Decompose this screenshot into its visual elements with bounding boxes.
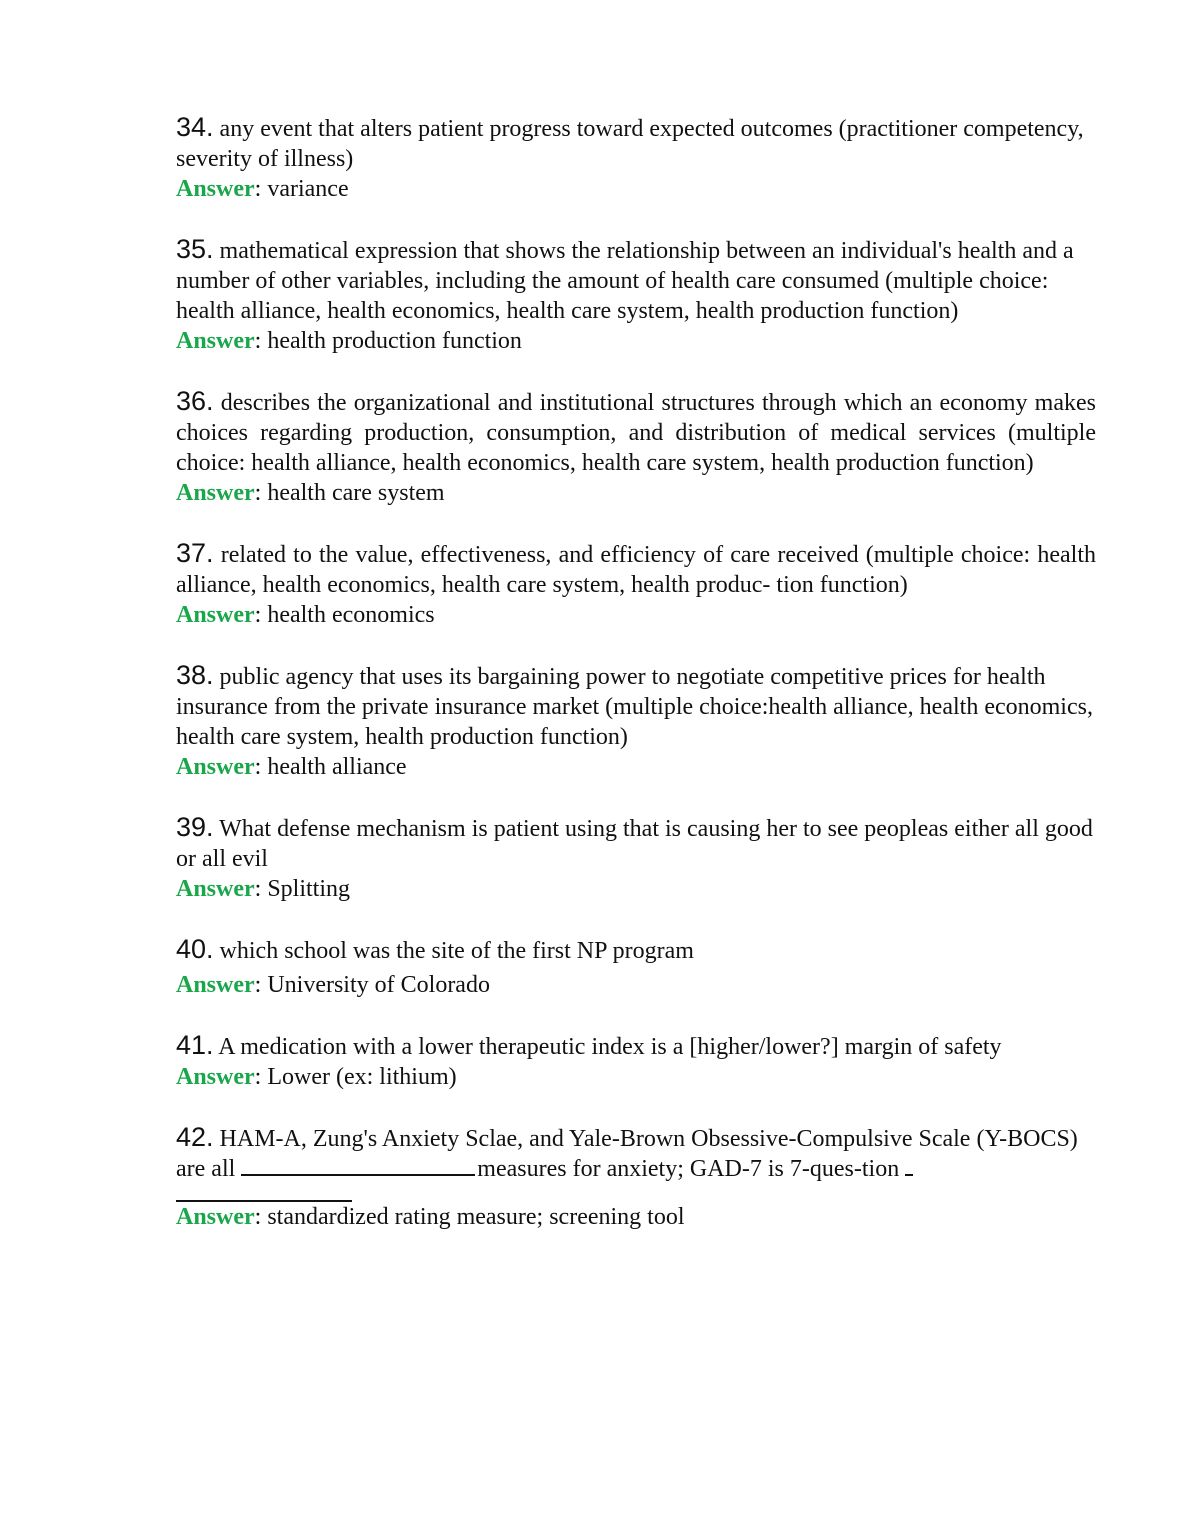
answer-label: Answer (176, 1204, 255, 1230)
answer-text: : health production function (254, 328, 522, 354)
answer-text: : variance (254, 176, 349, 202)
fill-in-blank-line (241, 1154, 475, 1176)
question-39 (176, 812, 1096, 904)
answer-label: Answer (176, 328, 255, 354)
question-number: 39. (176, 812, 214, 842)
document-page (176, 112, 1096, 1262)
question-41 (176, 1030, 1096, 1092)
answer-line (176, 1202, 1096, 1232)
question-body: any event that alters patient progress toward expected outcomes (practitioner competency, severity of illness) (176, 116, 1084, 172)
question-text (176, 660, 1096, 752)
question-number: 41. (176, 1030, 214, 1060)
question-text (176, 934, 1096, 966)
question-number: 37. (176, 538, 214, 568)
answer-line (176, 478, 1096, 508)
question-body-part1: HAM-A, Zung's Anxiety Sclae, and Yale-Brown Obsessive-Compulsive Scale (Y-BOCS) are all (176, 1126, 1078, 1182)
question-40 (176, 934, 1096, 1000)
fill-in-blank-line (905, 1154, 913, 1176)
answer-line (176, 752, 1096, 782)
answer-line (176, 874, 1096, 904)
answer-text: : University of Colorado (254, 972, 490, 998)
question-body: related to the value, effectiveness, and efficiency of care received (multiple choice: health alliance, health economics, health care system, health produc- tion function) (176, 542, 1097, 598)
question-number: 38. (176, 660, 214, 690)
question-number: 34. (176, 112, 214, 142)
question-text (176, 1122, 1096, 1202)
question-34 (176, 112, 1096, 204)
question-body: A medication with a lower therapeutic index is a [higher/lower?] margin of safety (218, 1034, 1002, 1060)
answer-label: Answer (176, 1064, 255, 1090)
question-number: 35. (176, 234, 214, 264)
question-36 (176, 386, 1096, 508)
answer-line (176, 1062, 1096, 1092)
question-37 (176, 538, 1096, 630)
answer-line (176, 326, 1096, 356)
question-text (176, 538, 1096, 600)
answer-label: Answer (176, 972, 255, 998)
answer-line (176, 600, 1096, 630)
answer-text: : health alliance (254, 754, 407, 780)
answer-text: : health economics (254, 602, 435, 628)
question-42 (176, 1122, 1096, 1232)
question-number: 36. (176, 386, 214, 416)
question-text (176, 1030, 1096, 1062)
answer-label: Answer (176, 480, 255, 506)
answer-text: : standardized rating measure; screening tool (254, 1204, 685, 1230)
question-body: which school was the site of the first NP program (219, 938, 694, 964)
answer-label: Answer (176, 754, 255, 780)
answer-label: Answer (176, 876, 255, 902)
question-body: What defense mechanism is patient using that is causing her to see peopleas either all good or all evil (176, 816, 1093, 872)
answer-text: : Lower (ex: lithium) (254, 1064, 457, 1090)
question-body: public agency that uses its bargaining power to negotiate competitive prices for health insurance from the private insurance market (multiple choice:health alliance, health economics, health care system, health production function) (176, 664, 1093, 750)
question-text (176, 386, 1096, 478)
answer-text: : Splitting (254, 876, 351, 902)
question-body-part2: measures for anxiety; GAD-7 is 7-ques-tion (477, 1156, 900, 1182)
question-text (176, 234, 1096, 326)
question-body: describes the organizational and institutional structures through which an economy makes choices regarding production, consumption, and distribution of medical services (multiple choice: health alliance, health economics, health care system, health production function) (176, 390, 1096, 476)
question-body: mathematical expression that shows the relationship between an individual's health and a number of other variables, including the amount of health care consumed (multiple choice: health alliance, health economics, health care system, health production function) (176, 238, 1074, 324)
answer-label: Answer (176, 602, 255, 628)
question-number: 40. (176, 934, 214, 964)
question-35 (176, 234, 1096, 356)
question-text (176, 812, 1096, 874)
question-number: 42. (176, 1122, 214, 1152)
question-text (176, 112, 1096, 174)
question-38 (176, 660, 1096, 782)
answer-line (176, 970, 1096, 1000)
answer-text: : health care system (254, 480, 445, 506)
answer-label: Answer (176, 176, 255, 202)
answer-line (176, 174, 1096, 204)
